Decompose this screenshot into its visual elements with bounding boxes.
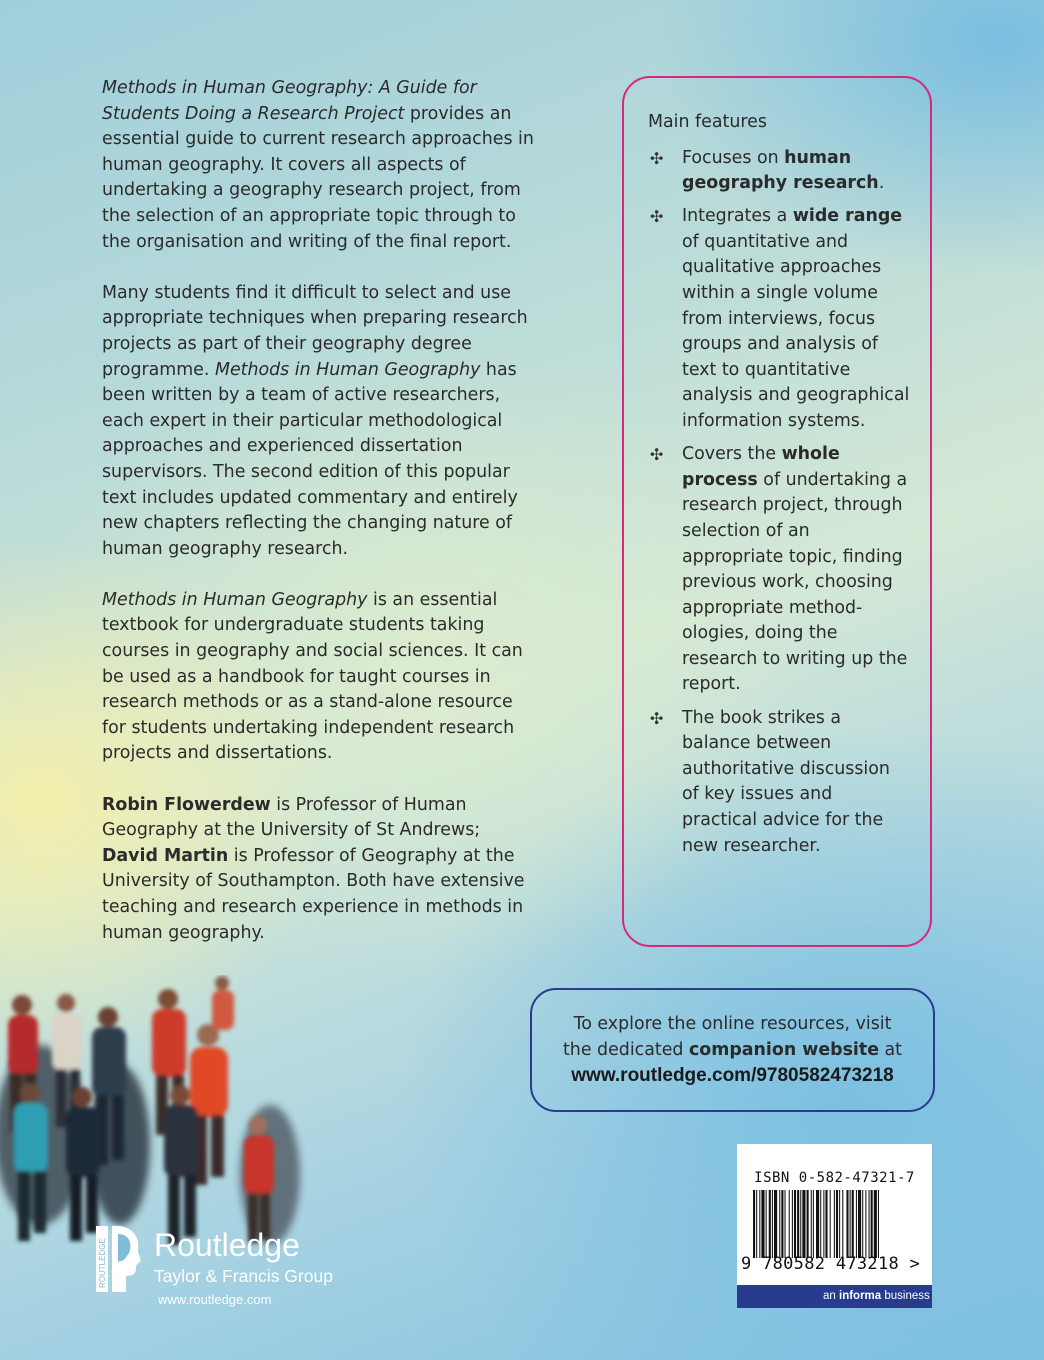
barcode-bar xyxy=(785,1190,786,1258)
barcode-bar xyxy=(797,1190,799,1258)
description-text: is an essential textbook for undergraduate students taking courses in geography and social sciences. It can be used as a handbook for taught courses in research methods or as a stand-alone resource for students undertaking independent research projects and dissertations. xyxy=(102,589,523,764)
barcode-bar xyxy=(802,1190,805,1258)
barcode-bar xyxy=(871,1190,873,1258)
description-text: provides an essential guide to current research approaches in human geography. It covers all aspects of undertaking a geography research project, from the selection of an appropriate topic through to the organisation and writing of the final report. xyxy=(102,103,534,252)
feature-text: of quantitative and qualitative approaches within a single volume from interviews, focus groups and analysis of text to quantitative analysis and geographical information systems. xyxy=(682,231,910,432)
feature-highlight: wide range xyxy=(792,206,903,227)
barcode-bar xyxy=(769,1190,771,1258)
bullet-icon: ✣ xyxy=(650,445,664,465)
feature-text: Covers the xyxy=(682,444,782,465)
barcode-bar xyxy=(792,1190,793,1258)
description-paragraph-3 xyxy=(102,588,542,767)
barcode-bar xyxy=(811,1190,812,1258)
feature-text: of undertaking a research project, through selection of an appropriate topic, finding previous work, choosing appropriate method-ologies, doing the research to writing up the report. xyxy=(682,469,908,695)
informa-text: an xyxy=(823,1290,839,1302)
barcode-bar xyxy=(858,1190,861,1258)
barcode-bar xyxy=(850,1190,851,1258)
informa-text: business xyxy=(881,1290,930,1302)
book-description xyxy=(102,76,542,972)
barcode-panel xyxy=(737,1144,932,1308)
publisher-logo xyxy=(96,1222,356,1312)
bullet-icon: ✣ xyxy=(650,207,664,227)
barcode-bar xyxy=(761,1190,764,1258)
feature-text: Focuses on xyxy=(682,147,785,168)
routledge-head-logo-icon xyxy=(96,1222,148,1296)
author-bio-text: is Professor of Geography at the University of Southampton. Both have extensive teaching and research experience in methods in human geography. xyxy=(102,845,525,943)
barcode-bar xyxy=(830,1190,831,1258)
ean-number: 9 780582 473218 > xyxy=(741,1254,921,1274)
feature-item xyxy=(648,204,910,434)
main-features-box xyxy=(622,76,932,947)
isbn-number: ISBN 0-582-47321-7 xyxy=(754,1170,915,1186)
barcode-bar xyxy=(852,1190,854,1258)
barcode-bar xyxy=(820,1190,821,1258)
barcode-bar xyxy=(774,1190,777,1258)
barcode-bar xyxy=(807,1190,809,1258)
feature-item xyxy=(648,146,910,197)
website-line-2 xyxy=(532,1038,933,1064)
barcode-bar xyxy=(839,1190,840,1258)
barcode-bar xyxy=(759,1190,760,1258)
barcode-bar xyxy=(823,1190,824,1258)
features-list xyxy=(648,146,910,860)
companion-website-label: companion website xyxy=(688,1039,879,1060)
publisher-name: Routledge xyxy=(154,1227,300,1263)
bullet-icon: ✣ xyxy=(650,708,664,728)
bullet-icon: ✣ xyxy=(650,148,664,168)
website-text: the dedicated xyxy=(562,1039,689,1060)
barcode-bar xyxy=(800,1190,801,1258)
barcode-bar xyxy=(856,1190,857,1258)
barcode-bar xyxy=(813,1190,814,1258)
barcode-bar xyxy=(772,1190,773,1258)
feature-highlight: human geography research xyxy=(682,147,879,194)
barcode-bar xyxy=(756,1190,757,1258)
barcode-bar xyxy=(842,1190,843,1258)
publisher-group: Taylor & Francis Group xyxy=(154,1266,333,1286)
barcode-bar xyxy=(789,1190,790,1258)
feature-text: . xyxy=(878,173,885,194)
book-title-italic: Methods in Human Geography: A Guide for Students Doing a Research Project xyxy=(102,78,477,124)
description-text: has been written by a team of active researchers, each expert in their particular methodological approaches and experienced dissertation supervisors. The second edition of this popular text includes updated commentary and entirely new chapters reflecting the changing nature of human geography research. xyxy=(102,359,518,559)
informa-band xyxy=(737,1285,932,1308)
description-paragraph-1 xyxy=(102,76,542,255)
feature-highlight: whole process xyxy=(682,444,840,490)
barcode-bar xyxy=(781,1190,783,1258)
website-line-1: To explore the online resources, visit xyxy=(573,1014,892,1034)
barcode-bar xyxy=(825,1190,827,1258)
main-features-title: Main features xyxy=(648,112,767,132)
barcode-bar xyxy=(874,1190,877,1258)
barcode-bar xyxy=(753,1190,755,1258)
author-name-2: David Martin xyxy=(102,845,229,866)
author-bio-text: is Professor of Human Geography at the University of St Andrews; xyxy=(102,794,481,841)
barcode-bar xyxy=(846,1190,848,1258)
barcode-bar xyxy=(816,1190,819,1258)
feature-item xyxy=(648,706,910,860)
author-name-1: Robin Flowerdew xyxy=(102,794,271,815)
barcode-bar xyxy=(779,1190,780,1258)
barcode-bar xyxy=(878,1190,879,1258)
feature-text: Integrates a xyxy=(682,206,793,227)
informa-brand: informa xyxy=(839,1290,882,1302)
barcode-bar xyxy=(836,1190,838,1258)
website-text: at xyxy=(878,1039,902,1060)
logo-vertical-text: ROUTLEDGE xyxy=(98,1238,107,1288)
barcode-bar xyxy=(834,1190,835,1258)
feature-text: The book strikes a balance between authoritative discussion of key issues and practical advice for the new researcher. xyxy=(682,707,890,856)
companion-website-url[interactable]: www.routledge.com/9780582473218 xyxy=(571,1065,894,1087)
description-text: Many students find it difficult to select and use appropriate techniques when preparing research projects as part of their geography degree programme. xyxy=(102,282,528,380)
description-paragraph-2 xyxy=(102,281,542,563)
book-title-italic: Methods in Human Geography xyxy=(102,589,368,610)
barcode-bars xyxy=(753,1190,921,1258)
companion-website-box xyxy=(530,988,935,1112)
publisher-website[interactable]: www.routledge.com xyxy=(158,1292,272,1307)
barcode-bar xyxy=(865,1190,866,1258)
barcode-bar xyxy=(862,1190,863,1258)
barcode-bar xyxy=(766,1190,767,1258)
feature-item xyxy=(648,442,910,698)
book-title-italic: Methods in Human Geography xyxy=(214,359,481,380)
barcode-bar xyxy=(794,1190,796,1258)
barcode-bar xyxy=(869,1190,870,1258)
author-bio xyxy=(102,793,542,947)
